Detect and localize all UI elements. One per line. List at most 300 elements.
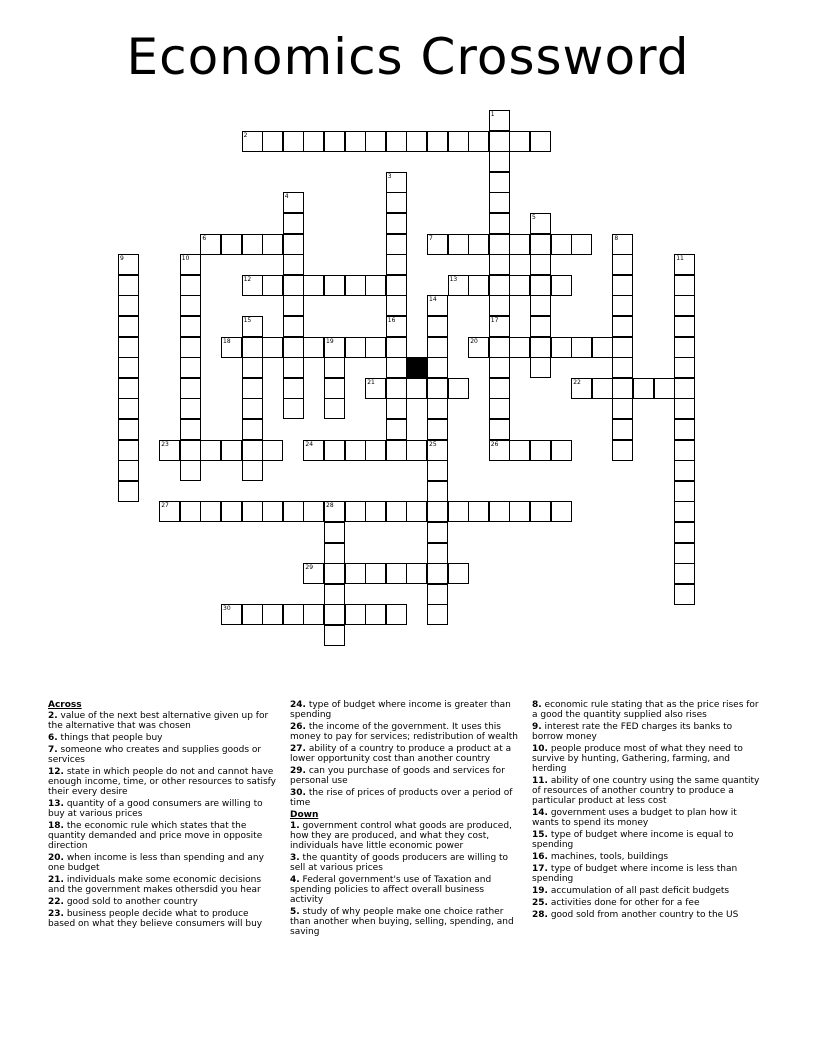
- grid-cell[interactable]: [674, 481, 695, 502]
- grid-cell[interactable]: [365, 275, 386, 296]
- grid-cell[interactable]: [489, 172, 510, 193]
- across-clue: [48, 853, 278, 873]
- across-clue: [48, 897, 278, 907]
- grid-cell[interactable]: [242, 316, 263, 337]
- grid-cell[interactable]: [345, 131, 366, 152]
- clue-number: 26: [490, 440, 499, 448]
- clue-text: the income of the government. It uses this money to pay for services; redistribution of wealth: [290, 722, 518, 742]
- grid-cell[interactable]: [530, 440, 551, 461]
- grid-cell[interactable]: [180, 501, 201, 522]
- grid-cell[interactable]: [468, 275, 489, 296]
- grid-cell[interactable]: [489, 254, 510, 275]
- grid-cell[interactable]: [324, 131, 345, 152]
- clue-number-label: 14.: [532, 808, 548, 818]
- grid-cell[interactable]: [283, 604, 304, 625]
- grid-cell[interactable]: [489, 378, 510, 399]
- clue-number-label: 13.: [48, 799, 64, 809]
- page-title: Economics Crossword: [126, 28, 690, 86]
- grid-cell[interactable]: [242, 234, 263, 255]
- clue-number-label: 20.: [48, 853, 64, 863]
- clue-text: government uses a budget to plan how it wants to spend its money: [532, 808, 737, 828]
- grid-cell[interactable]: [324, 275, 345, 296]
- clue-text: the rise of prices of products over a period of time: [290, 788, 513, 808]
- grid-cell[interactable]: [509, 131, 530, 152]
- grid-cell[interactable]: [612, 357, 633, 378]
- grid-cell[interactable]: [489, 234, 510, 255]
- clue-text: people produce most of what they need to survive by hunting, Gathering, farming, and herding: [532, 744, 743, 774]
- grid-cell[interactable]: [489, 192, 510, 213]
- grid-cell[interactable]: [551, 440, 572, 461]
- grid-cell[interactable]: [303, 131, 324, 152]
- grid-cell[interactable]: [427, 460, 448, 481]
- grid-cell[interactable]: [324, 337, 345, 358]
- grid-cell[interactable]: [489, 440, 510, 461]
- grid-cell[interactable]: [468, 501, 489, 522]
- grid-cell[interactable]: [530, 337, 551, 358]
- grid-cell[interactable]: [427, 522, 448, 543]
- grid-cell[interactable]: [551, 337, 572, 358]
- grid-cell[interactable]: [324, 625, 345, 646]
- clue-number: 8: [614, 234, 619, 242]
- grid-cell[interactable]: [530, 501, 551, 522]
- grid-cell[interactable]: [283, 378, 304, 399]
- clue-number-label: 17.: [532, 864, 548, 874]
- across-clue: [290, 766, 520, 786]
- grid-cell[interactable]: [386, 172, 407, 193]
- grid-cell[interactable]: [468, 131, 489, 152]
- grid-cell[interactable]: [612, 337, 633, 358]
- grid-cell[interactable]: [365, 563, 386, 584]
- grid-cell[interactable]: [489, 131, 510, 152]
- grid-cell[interactable]: [262, 604, 283, 625]
- grid-cell[interactable]: [324, 584, 345, 605]
- grid-cell[interactable]: [303, 604, 324, 625]
- grid-cell[interactable]: [386, 357, 407, 378]
- grid-cell[interactable]: [551, 275, 572, 296]
- grid-cell[interactable]: [427, 357, 448, 378]
- grid-cell[interactable]: [262, 131, 283, 152]
- grid-cell[interactable]: [283, 234, 304, 255]
- grid-cell[interactable]: [365, 604, 386, 625]
- clue-text: good sold from another country to the US: [547, 910, 739, 920]
- grid-cell[interactable]: [448, 234, 469, 255]
- grid-cell[interactable]: [303, 563, 324, 584]
- clue-number-label: 11.: [532, 776, 548, 786]
- clue-text: type of budget where income is less than spending: [532, 864, 738, 884]
- grid-cell[interactable]: [592, 378, 613, 399]
- clue-text: economic rule stating that as the price rises for a good the quantity supplied also rises: [532, 700, 759, 720]
- grid-cell[interactable]: [427, 563, 448, 584]
- clue-number-label: 22.: [48, 897, 64, 907]
- grid-cell[interactable]: [468, 337, 489, 358]
- grid-cell[interactable]: [159, 501, 180, 522]
- clue-text: type of budget where income is equal to spending: [532, 830, 734, 850]
- grid-cell[interactable]: [345, 563, 366, 584]
- grid-cell[interactable]: [427, 501, 448, 522]
- clue-number-label: 23.: [48, 909, 64, 919]
- grid-cell[interactable]: [221, 440, 242, 461]
- grid-cell[interactable]: [530, 275, 551, 296]
- down-clue: [532, 852, 760, 862]
- grid-cell[interactable]: [118, 481, 139, 502]
- grid-cell[interactable]: [530, 295, 551, 316]
- grid-cell[interactable]: [386, 440, 407, 461]
- across-clue: [290, 744, 520, 764]
- clue-text: business people decide what to produce based on what they believe consumers will buy: [48, 909, 263, 929]
- grid-cell[interactable]: [118, 316, 139, 337]
- clue-number-label: 27.: [290, 744, 306, 754]
- grid-cell[interactable]: [489, 501, 510, 522]
- grid-cell[interactable]: [427, 398, 448, 419]
- down-clue: [532, 830, 760, 850]
- grid-cell[interactable]: [283, 316, 304, 337]
- grid-cell[interactable]: [180, 337, 201, 358]
- grid-cell[interactable]: [674, 357, 695, 378]
- grid-cell[interactable]: [242, 604, 263, 625]
- grid-cell[interactable]: [303, 501, 324, 522]
- grid-cell[interactable]: [448, 131, 469, 152]
- grid-cell[interactable]: [427, 337, 448, 358]
- grid-cell[interactable]: [221, 234, 242, 255]
- grid-cell[interactable]: [221, 501, 242, 522]
- clue-text: Federal government's use of Taxation and spending policies to affect overall business activity: [290, 875, 492, 905]
- grid-cell[interactable]: [180, 254, 201, 275]
- grid-cell[interactable]: [509, 337, 530, 358]
- grid-cell[interactable]: [242, 275, 263, 296]
- grid-cell[interactable]: [406, 563, 427, 584]
- grid-cell[interactable]: [118, 337, 139, 358]
- grid-cell[interactable]: [386, 563, 407, 584]
- grid-cell[interactable]: [489, 213, 510, 234]
- grid-cell[interactable]: [386, 275, 407, 296]
- grid-cell[interactable]: [509, 440, 530, 461]
- grid-cell[interactable]: [324, 440, 345, 461]
- clue-text: can you purchase of goods and services for personal use: [290, 766, 505, 786]
- grid-cell[interactable]: [262, 501, 283, 522]
- grid-cell[interactable]: [448, 275, 469, 296]
- clue-number-label: 4.: [290, 875, 300, 885]
- grid-cell[interactable]: [427, 316, 448, 337]
- grid-cell[interactable]: [345, 275, 366, 296]
- down-clue: [532, 744, 760, 774]
- grid-cell[interactable]: [674, 522, 695, 543]
- grid-cell[interactable]: [386, 316, 407, 337]
- grid-cell[interactable]: [345, 604, 366, 625]
- across-heading: Across: [48, 700, 82, 710]
- grid-cell[interactable]: [427, 481, 448, 502]
- grid-cell[interactable]: [365, 440, 386, 461]
- grid-cell[interactable]: [283, 192, 304, 213]
- grid-cell[interactable]: [200, 440, 221, 461]
- grid-cell[interactable]: [180, 398, 201, 419]
- grid-cell[interactable]: [427, 419, 448, 440]
- grid-cell[interactable]: [180, 460, 201, 481]
- grid-cell[interactable]: [674, 337, 695, 358]
- grid-cell[interactable]: [674, 398, 695, 419]
- grid-cell[interactable]: [242, 357, 263, 378]
- grid-cell[interactable]: [406, 378, 427, 399]
- grid-cell[interactable]: [674, 543, 695, 564]
- grid-cell[interactable]: [345, 501, 366, 522]
- clue-number: 14: [429, 296, 437, 304]
- clue-number-label: 12.: [48, 767, 64, 777]
- grid-cell[interactable]: [365, 337, 386, 358]
- grid-cell[interactable]: [345, 337, 366, 358]
- grid-cell[interactable]: [283, 357, 304, 378]
- grid-cell[interactable]: [386, 501, 407, 522]
- grid-cell[interactable]: [283, 254, 304, 275]
- grid-cell[interactable]: [118, 295, 139, 316]
- grid-cell[interactable]: [674, 501, 695, 522]
- grid-cell[interactable]: [509, 501, 530, 522]
- grid-cell[interactable]: [674, 275, 695, 296]
- grid-cell[interactable]: [221, 337, 242, 358]
- grid-cell[interactable]: [427, 295, 448, 316]
- grid-cell[interactable]: [674, 419, 695, 440]
- down-clue: [290, 821, 520, 851]
- black-cell: [406, 357, 427, 378]
- down-clue: [532, 700, 760, 720]
- down-clue: [532, 898, 760, 908]
- grid-cell[interactable]: [612, 234, 633, 255]
- grid-cell[interactable]: [612, 275, 633, 296]
- grid-cell[interactable]: [118, 275, 139, 296]
- grid-cell[interactable]: [530, 254, 551, 275]
- grid-cell[interactable]: [612, 419, 633, 440]
- clue-number: 2: [243, 131, 248, 139]
- grid-cell[interactable]: [200, 234, 221, 255]
- clue-number-label: 19.: [532, 886, 548, 896]
- grid-cell[interactable]: [427, 440, 448, 461]
- grid-cell[interactable]: [345, 440, 366, 461]
- grid-cell[interactable]: [180, 275, 201, 296]
- clues-column-3: [532, 700, 760, 922]
- grid-cell[interactable]: [592, 337, 613, 358]
- grid-cell[interactable]: [242, 440, 263, 461]
- grid-cell[interactable]: [159, 440, 180, 461]
- clue-number-label: 29.: [290, 766, 306, 776]
- grid-cell[interactable]: [427, 584, 448, 605]
- clue-number: 21: [367, 378, 375, 386]
- grid-cell[interactable]: [530, 131, 551, 152]
- grid-cell[interactable]: [242, 131, 263, 152]
- grid-cell[interactable]: [365, 131, 386, 152]
- grid-cell[interactable]: [427, 378, 448, 399]
- grid-cell[interactable]: [118, 378, 139, 399]
- grid-cell[interactable]: [551, 501, 572, 522]
- clue-number: 28: [326, 502, 334, 510]
- grid-cell[interactable]: [551, 234, 572, 255]
- grid-cell[interactable]: [448, 501, 469, 522]
- grid-cell[interactable]: [530, 234, 551, 255]
- grid-cell[interactable]: [612, 295, 633, 316]
- grid-cell[interactable]: [386, 213, 407, 234]
- grid-cell[interactable]: [200, 501, 221, 522]
- grid-cell[interactable]: [468, 234, 489, 255]
- grid-cell[interactable]: [612, 440, 633, 461]
- grid-cell[interactable]: [571, 234, 592, 255]
- clue-number-label: 9.: [532, 722, 542, 732]
- clue-number-label: 16.: [532, 852, 548, 862]
- grid-cell[interactable]: [324, 563, 345, 584]
- grid-cell[interactable]: [118, 419, 139, 440]
- grid-cell[interactable]: [303, 275, 324, 296]
- grid-cell[interactable]: [612, 254, 633, 275]
- down-clue: [532, 910, 760, 920]
- grid-cell[interactable]: [242, 337, 263, 358]
- clue-number: 10: [181, 255, 190, 263]
- grid-cell[interactable]: [489, 151, 510, 172]
- grid-cell[interactable]: [365, 501, 386, 522]
- clue-number: 27: [161, 502, 169, 510]
- grid-cell[interactable]: [221, 604, 242, 625]
- grid-cell[interactable]: [386, 604, 407, 625]
- across-clue: [48, 799, 278, 819]
- grid-cell[interactable]: [489, 275, 510, 296]
- down-clue: [290, 853, 520, 873]
- grid-cell[interactable]: [386, 234, 407, 255]
- grid-cell[interactable]: [242, 419, 263, 440]
- grid-cell[interactable]: [427, 543, 448, 564]
- grid-cell[interactable]: [386, 419, 407, 440]
- grid-cell[interactable]: [386, 337, 407, 358]
- clue-number: 15: [243, 317, 252, 324]
- grid-cell[interactable]: [448, 563, 469, 584]
- grid-cell[interactable]: [674, 378, 695, 399]
- grid-cell[interactable]: [324, 604, 345, 625]
- grid-cell[interactable]: [386, 398, 407, 419]
- grid-cell[interactable]: [262, 440, 283, 461]
- grid-cell[interactable]: [303, 440, 324, 461]
- grid-cell[interactable]: [180, 419, 201, 440]
- grid-cell[interactable]: [674, 295, 695, 316]
- grid-cell[interactable]: [324, 357, 345, 378]
- clue-text: accumulation of all past deficit budgets: [547, 886, 730, 896]
- grid-cell[interactable]: [324, 501, 345, 522]
- clue-text: study of why people make one choice rather than another when buying, selling, spending, and saving: [290, 907, 514, 937]
- grid-cell[interactable]: [283, 398, 304, 419]
- across-clue: [290, 700, 520, 720]
- clue-number-label: 1.: [290, 821, 300, 831]
- grid-cell[interactable]: [674, 254, 695, 275]
- clue-text: when income is less than spending and any one budget: [48, 853, 264, 873]
- down-clue: [532, 808, 760, 828]
- grid-cell[interactable]: [365, 378, 386, 399]
- grid-cell[interactable]: [324, 522, 345, 543]
- grid-cell[interactable]: [571, 337, 592, 358]
- grid-cell[interactable]: [448, 378, 469, 399]
- grid-cell[interactable]: [283, 337, 304, 358]
- grid-cell[interactable]: [262, 337, 283, 358]
- clue-number: 18: [223, 337, 231, 345]
- grid-cell[interactable]: [283, 501, 304, 522]
- grid-cell[interactable]: [386, 378, 407, 399]
- grid-cell[interactable]: [242, 501, 263, 522]
- grid-cell[interactable]: [262, 275, 283, 296]
- clue-number: 19: [326, 337, 334, 345]
- grid-cell[interactable]: [180, 357, 201, 378]
- grid-cell[interactable]: [324, 398, 345, 419]
- grid-cell[interactable]: [427, 131, 448, 152]
- grid-cell[interactable]: [303, 337, 324, 358]
- grid-cell[interactable]: [489, 316, 510, 337]
- grid-cell[interactable]: [242, 398, 263, 419]
- grid-cell[interactable]: [509, 234, 530, 255]
- grid-cell[interactable]: [118, 398, 139, 419]
- grid-cell[interactable]: [262, 234, 283, 255]
- grid-cell[interactable]: [283, 295, 304, 316]
- grid-cell[interactable]: [427, 604, 448, 625]
- clue-number: 12: [243, 275, 252, 283]
- grid-cell[interactable]: [530, 213, 551, 234]
- grid-cell[interactable]: [674, 316, 695, 337]
- grid-cell[interactable]: [242, 460, 263, 481]
- clue-number: 3: [387, 172, 392, 180]
- grid-cell[interactable]: [386, 192, 407, 213]
- down-clue: [532, 776, 760, 806]
- grid-cell[interactable]: [612, 398, 633, 419]
- grid-cell[interactable]: [118, 357, 139, 378]
- grid-cell[interactable]: [406, 131, 427, 152]
- grid-cell[interactable]: [674, 460, 695, 481]
- grid-cell[interactable]: [283, 131, 304, 152]
- grid-cell[interactable]: [118, 460, 139, 481]
- grid-cell[interactable]: [324, 378, 345, 399]
- grid-cell[interactable]: [118, 254, 139, 275]
- across-clue: [48, 745, 278, 765]
- grid-cell[interactable]: [283, 213, 304, 234]
- grid-cell[interactable]: [180, 378, 201, 399]
- grid-cell[interactable]: [283, 275, 304, 296]
- grid-cell[interactable]: [180, 316, 201, 337]
- grid-cell[interactable]: [674, 440, 695, 461]
- grid-cell[interactable]: [489, 337, 510, 358]
- grid-cell[interactable]: [406, 501, 427, 522]
- grid-cell[interactable]: [242, 378, 263, 399]
- grid-cell[interactable]: [489, 357, 510, 378]
- grid-cell[interactable]: [654, 378, 675, 399]
- down-clue: [290, 907, 520, 937]
- clue-number-label: 3.: [290, 853, 300, 863]
- grid-cell[interactable]: [118, 440, 139, 461]
- across-clue: [48, 821, 278, 851]
- grid-cell[interactable]: [489, 419, 510, 440]
- grid-cell[interactable]: [324, 543, 345, 564]
- grid-cell[interactable]: [386, 295, 407, 316]
- grid-cell[interactable]: [180, 295, 201, 316]
- grid-cell[interactable]: [571, 378, 592, 399]
- grid-cell[interactable]: [674, 584, 695, 605]
- clue-text: government control what goods are produced, how they are produced, and what they cost, individuals have little economic power: [290, 821, 512, 851]
- grid-cell[interactable]: [386, 254, 407, 275]
- grid-cell[interactable]: [427, 234, 448, 255]
- grid-cell[interactable]: [674, 563, 695, 584]
- grid-cell[interactable]: [509, 275, 530, 296]
- grid-cell[interactable]: [530, 316, 551, 337]
- grid-cell[interactable]: [489, 398, 510, 419]
- grid-cell[interactable]: [386, 131, 407, 152]
- grid-cell[interactable]: [612, 378, 633, 399]
- grid-cell[interactable]: [489, 295, 510, 316]
- down-clue: [532, 722, 760, 742]
- grid-cell[interactable]: [406, 440, 427, 461]
- grid-cell[interactable]: [612, 316, 633, 337]
- grid-cell[interactable]: [180, 440, 201, 461]
- down-heading: Down: [290, 810, 319, 820]
- grid-cell[interactable]: [530, 357, 551, 378]
- grid-cell[interactable]: [633, 378, 654, 399]
- grid-cell[interactable]: [489, 110, 510, 131]
